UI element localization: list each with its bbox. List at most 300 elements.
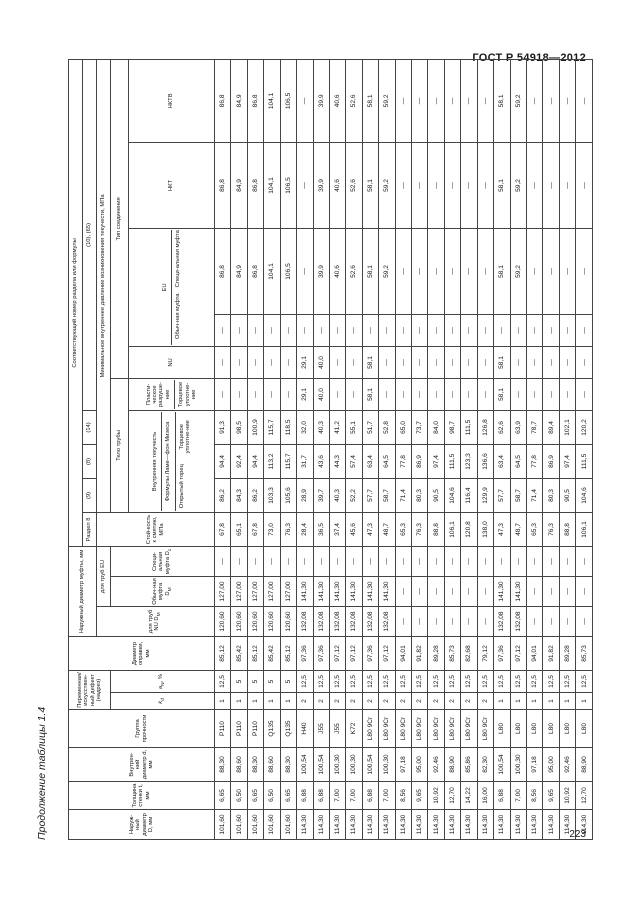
table-cell: Q135	[264, 710, 280, 748]
table-cell: 88,8	[559, 512, 575, 546]
table-cell: 136,6	[477, 444, 493, 478]
table-cell: —	[510, 314, 526, 346]
table-cell: 1	[494, 693, 510, 710]
table-cell: 92,46	[428, 748, 444, 782]
table-cell: 12,5	[543, 670, 559, 692]
table-cell: 114,30	[494, 810, 510, 840]
table-cell: 65,1	[231, 512, 247, 546]
table-cell: —	[412, 314, 428, 346]
table-cell: 71,4	[527, 478, 543, 512]
table-cell: 6,88	[494, 782, 510, 810]
table-cell: 58,1	[494, 378, 510, 410]
table-cell: 6,65	[215, 782, 231, 810]
table-row	[264, 59, 280, 839]
table-cell: Q135	[280, 710, 296, 748]
table-cell: —	[444, 346, 460, 378]
table-cell: —	[428, 576, 444, 606]
table-cell: 141,30	[362, 576, 378, 606]
table-cell: 55,1	[346, 410, 362, 444]
table-cell: —	[559, 378, 575, 410]
hdr-a: $a_N$, %	[111, 670, 215, 692]
table-cell: P110	[215, 710, 231, 748]
table-cell: —	[477, 59, 493, 142]
table-cell: 67,8	[247, 512, 263, 546]
table-cell: —	[559, 346, 575, 378]
table-cell: 57,4	[346, 444, 362, 478]
table-cell: —	[247, 346, 263, 378]
table-cell: 7,00	[329, 782, 345, 810]
table-cell: L80	[543, 710, 559, 748]
table-cell: —	[527, 228, 543, 314]
table-cell: 43,6	[313, 444, 329, 478]
table-cell: —	[559, 228, 575, 314]
table-cell: 1	[231, 693, 247, 710]
table-cell: 127,00	[215, 576, 231, 606]
table-cell: —	[412, 576, 428, 606]
table-cell: 73,7	[412, 410, 428, 444]
table-cell: 120,60	[264, 606, 280, 636]
table-cell: 58,1	[494, 228, 510, 314]
table-cell: —	[444, 606, 460, 636]
table-cell: K72	[346, 710, 362, 748]
table-cell: 6,50	[231, 782, 247, 810]
table-cell: J55	[313, 710, 329, 748]
table-cell: 89,4	[543, 410, 559, 444]
table-cell: —	[379, 346, 395, 378]
table-cell: L80	[559, 710, 575, 748]
table-cell: 88,30	[247, 748, 263, 782]
table-cell: 92,4	[231, 444, 247, 478]
table-cell: 89,28	[559, 636, 575, 670]
table-cell: 48,7	[510, 512, 526, 546]
table-cell: 92,46	[559, 748, 575, 782]
table-cell: —	[247, 378, 263, 410]
table-cell: 58,1	[362, 378, 378, 410]
hdr-nkt: НКТ	[129, 142, 215, 228]
table-cell: 111,5	[461, 410, 477, 444]
table-cell: —	[412, 228, 428, 314]
table-cell: 132,08	[494, 606, 510, 636]
table-cell: 88,30	[280, 748, 296, 782]
table-cell: 100,54	[313, 748, 329, 782]
table-cell: 6,88	[313, 782, 329, 810]
table-cell: 58,1	[362, 346, 378, 378]
table-cell: 97,4	[559, 444, 575, 478]
table-row	[494, 59, 510, 839]
table-cell: 132,08	[313, 606, 329, 636]
table-cell: 132,08	[329, 606, 345, 636]
table-cell: 88,30	[215, 748, 231, 782]
table-cell: —	[428, 546, 444, 576]
table-cell: —	[510, 378, 526, 410]
table-cell: 47,3	[494, 512, 510, 546]
table-cell: 97,36	[494, 636, 510, 670]
table-cell: 132,08	[346, 606, 362, 636]
table-cell: 86,2	[247, 478, 263, 512]
table-cell: 58,1	[494, 142, 510, 228]
table-cell: —	[379, 314, 395, 346]
table-cell: —	[395, 142, 411, 228]
table-cell: —	[576, 228, 593, 314]
table-cell: —	[461, 576, 477, 606]
table-cell: 1	[576, 693, 593, 710]
table-cell: 39,7	[313, 478, 329, 512]
table-cell: 5	[231, 670, 247, 692]
table-cell: —	[543, 546, 559, 576]
hdr-eu-conn-regular: Обыч-ная муфта	[175, 293, 181, 339]
hdr-conn-type: Тип соединения	[111, 59, 129, 378]
hdr-closed-end: Торцевое уплотне-ние	[178, 420, 191, 454]
table-cell: 1	[280, 693, 296, 710]
table-cell: —	[576, 314, 593, 346]
table-cell: —	[559, 546, 575, 576]
table-cell: 39,9	[313, 142, 329, 228]
table-cell: —	[313, 546, 329, 576]
standard-code: ГОСТ Р 54918—2012	[472, 52, 586, 64]
table-cell: —	[215, 346, 231, 378]
table-cell: —	[346, 346, 362, 378]
table-cell: 7,00	[379, 782, 395, 810]
table-cell: 89,28	[428, 636, 444, 670]
table-cell: —	[379, 378, 395, 410]
table-cell: 12,5	[395, 670, 411, 692]
table-row	[461, 59, 477, 839]
table-row	[510, 59, 526, 839]
table-cell: 95,00	[412, 748, 428, 782]
table-cell: 94,01	[395, 636, 411, 670]
table-cell: —	[395, 606, 411, 636]
table-row	[477, 59, 493, 839]
table-cell: —	[280, 546, 296, 576]
table-cell: 5	[280, 670, 296, 692]
table-cell: 106,5	[280, 59, 296, 142]
hdr-open-end: Открытый торец	[178, 464, 185, 509]
table-row	[395, 59, 411, 839]
table-cell: —	[494, 546, 510, 576]
table-cell: —	[527, 576, 543, 606]
table-row	[559, 59, 575, 839]
table-cell: 2	[313, 693, 329, 710]
table-cell: 59,2	[510, 59, 526, 142]
table-cell: 97,18	[395, 748, 411, 782]
hdr-yield-sub	[175, 412, 192, 511]
table-cell: —	[346, 378, 362, 410]
table-cell: —	[576, 59, 593, 142]
table-cell: 57,7	[494, 478, 510, 512]
table-cell: 115,7	[280, 444, 296, 478]
table-cell: —	[346, 546, 362, 576]
table-cell: 28,4	[297, 512, 313, 546]
table-cell: L80 9Cr	[395, 710, 411, 748]
table-cell: —	[329, 546, 345, 576]
table-cell: —	[247, 546, 263, 576]
table-cell: 12,5	[527, 670, 543, 692]
table-cell: 58,1	[362, 228, 378, 314]
table-cell: 114,30	[313, 810, 329, 840]
table-cell: 98,5	[231, 410, 247, 444]
table-cell: —	[559, 606, 575, 636]
table-cell: 5	[264, 670, 280, 692]
table-cell: 94,4	[215, 444, 231, 478]
table-cell: 103,3	[264, 478, 280, 512]
table-cell: 12,5	[297, 670, 313, 692]
table-cell: 1	[247, 693, 263, 710]
table-cell: 85,12	[280, 636, 296, 670]
table-cell: 12,5	[379, 670, 395, 692]
table-cell: 12,5	[494, 670, 510, 692]
table-cell: —	[527, 142, 543, 228]
table-cell: —	[543, 346, 559, 378]
table-cell: —	[231, 346, 247, 378]
table-cell: —	[329, 346, 345, 378]
table-cell: 118,5	[280, 410, 296, 444]
table-cell: 114,30	[395, 810, 411, 840]
table-cell: 51,7	[362, 410, 378, 444]
table-row	[346, 59, 362, 839]
table-cell: 141,30	[329, 576, 345, 606]
hdr-k: $k_d$	[111, 693, 215, 710]
table-cell: 100,54	[362, 748, 378, 782]
table-cell: 85,42	[264, 636, 280, 670]
table-cell: 111,5	[576, 444, 593, 478]
hdr-eu-special: Специ-альная муфта $D_c$	[111, 546, 215, 576]
table-cell: 126,8	[477, 410, 493, 444]
table-cell: —	[428, 346, 444, 378]
table-cell: —	[297, 228, 313, 314]
table-cell: —	[494, 314, 510, 346]
table-cell: 12,5	[412, 670, 428, 692]
table-row	[527, 59, 543, 839]
hdr-nu: для труб NU $D_M$	[97, 606, 215, 636]
table-cell: L80 9Cr	[428, 710, 444, 748]
table-cell: 45,6	[346, 512, 362, 546]
table-cell: 97,12	[379, 636, 395, 670]
table-cell: —	[412, 142, 428, 228]
table-cell: 12,5	[461, 670, 477, 692]
table-cell: P110	[231, 710, 247, 748]
table-cell: 114,30	[461, 810, 477, 840]
table-cell: —	[527, 606, 543, 636]
hdr-nktv: НКТВ	[129, 59, 215, 142]
table-cell: —	[444, 546, 460, 576]
table-cell: —	[527, 546, 543, 576]
table-cell: 59,2	[510, 228, 526, 314]
table-cell: —	[297, 314, 313, 346]
data-table-rotated	[68, 80, 593, 840]
table-cell: 47,3	[362, 512, 378, 546]
table-cell: —	[559, 314, 575, 346]
table-cell: 114,30	[576, 810, 593, 840]
table-cell: L80 9Cr	[477, 710, 493, 748]
table-cell: 97,12	[510, 636, 526, 670]
table-cell: 14,22	[461, 782, 477, 810]
table-cell: 1	[527, 693, 543, 710]
table-cell: 100,30	[510, 748, 526, 782]
table-cell: 78,7	[527, 410, 543, 444]
table-cell: —	[280, 378, 296, 410]
table-cell: 86,9	[412, 444, 428, 478]
table-cell: 120,8	[461, 512, 477, 546]
hdr-yield-inner-label: Внутренняя текучесть	[151, 431, 158, 492]
table-cell: 101,60	[280, 810, 296, 840]
table-cell: 104,1	[264, 59, 280, 142]
table-cell: 141,30	[346, 576, 362, 606]
table-cell: —	[215, 378, 231, 410]
table-cell: 1	[264, 693, 280, 710]
hdr-test-pressure: Стой-кость к смятию, МПа	[97, 512, 215, 546]
table-cell: 91,3	[215, 410, 231, 444]
table-cell: 40,0	[313, 346, 329, 378]
table-cell: 65,3	[395, 512, 411, 546]
table-row	[231, 59, 247, 839]
table-cell: —	[264, 546, 280, 576]
table-cell: 6,50	[264, 782, 280, 810]
table-cell: 132,08	[510, 606, 526, 636]
hdr-group: Группа прочности	[69, 710, 215, 748]
table-cell: 88,8	[428, 512, 444, 546]
table-cell: 2	[346, 693, 362, 710]
table-cell: —	[444, 576, 460, 606]
table-cell: 101,60	[264, 810, 280, 840]
table-cell: 86,8	[215, 59, 231, 142]
table-cell: 39,9	[313, 59, 329, 142]
table-cell: 52,6	[346, 228, 362, 314]
table-cell: 85,73	[444, 636, 460, 670]
table-cell: 59,2	[510, 142, 526, 228]
table-cell: —	[576, 606, 593, 636]
table-cell: —	[412, 59, 428, 142]
table-cell: 127,00	[264, 576, 280, 606]
table-cell: 36,5	[313, 512, 329, 546]
table-cell: 65,0	[395, 410, 411, 444]
table-cell: 80,3	[412, 478, 428, 512]
table-cell: 52,8	[379, 410, 395, 444]
table-cell: —	[362, 314, 378, 346]
table-cell: 97,12	[346, 636, 362, 670]
table-cell: 94,01	[527, 636, 543, 670]
table-cell: —	[576, 346, 593, 378]
table-cell: 2	[329, 693, 345, 710]
table-row	[444, 59, 460, 839]
table-caption: Продолжение таблицы 1.4	[36, 706, 48, 840]
table-cell: 40,0	[313, 378, 329, 410]
table-cell: —	[461, 314, 477, 346]
table-cell: 104,6	[576, 478, 593, 512]
table-cell: 1	[543, 693, 559, 710]
table-cell: 40,3	[313, 410, 329, 444]
hdr-variable: Переменная/ искусствен-ный дефект (надрез)	[69, 670, 111, 709]
table-cell: 106,5	[280, 228, 296, 314]
table-cell: —	[559, 576, 575, 606]
table-cell: 97,4	[428, 444, 444, 478]
table-cell: —	[576, 378, 593, 410]
table-row	[329, 59, 345, 839]
table-cell: 100,30	[379, 748, 395, 782]
table-cell: 97,36	[362, 636, 378, 670]
table-cell: P110	[247, 710, 263, 748]
table-cell: L80	[527, 710, 543, 748]
table-row	[280, 59, 296, 839]
table-cell: 12,5	[362, 670, 378, 692]
table-cell: 113,2	[264, 444, 280, 478]
table-cell: 58,1	[494, 346, 510, 378]
table-row	[543, 59, 559, 839]
table-cell: 2	[362, 693, 378, 710]
table-cell: 59,2	[379, 142, 395, 228]
table-cell: 101,60	[231, 810, 247, 840]
table-cell: 86,8	[247, 59, 263, 142]
table-cell: L80	[494, 710, 510, 748]
table-cell: 98,7	[444, 410, 460, 444]
table-cell: —	[297, 546, 313, 576]
table-cell: 12,5	[510, 670, 526, 692]
table-cell: 63,9	[510, 410, 526, 444]
table-cell: 102,1	[559, 410, 575, 444]
table-cell: 97,36	[313, 636, 329, 670]
table-cell: 85,12	[215, 636, 231, 670]
table-cell: 106,5	[280, 142, 296, 228]
table-cell: —	[395, 546, 411, 576]
table-cell: —	[428, 314, 444, 346]
table-cell: 52,6	[346, 59, 362, 142]
table-cell: 58,1	[362, 142, 378, 228]
hdr-mandrel: Диаметр оправки, мм	[69, 636, 215, 670]
hdr-nu-conn: NU	[129, 346, 215, 378]
table-cell: —	[362, 546, 378, 576]
table-cell: 120,2	[576, 410, 593, 444]
table-cell: 86,8	[247, 142, 263, 228]
table-cell: 1	[559, 693, 575, 710]
table-cell: —	[395, 346, 411, 378]
table-cell: 84,9	[231, 59, 247, 142]
table-cell: —	[477, 576, 493, 606]
hdr-eu-conn	[129, 228, 215, 346]
table-cell: 100,54	[297, 748, 313, 782]
table-cell: 111,5	[444, 444, 460, 478]
table-cell: 62,6	[494, 410, 510, 444]
table-cell: 116,4	[461, 478, 477, 512]
table-cell: 95,00	[543, 748, 559, 782]
table-cell: —	[527, 346, 543, 378]
table-cell: —	[247, 314, 263, 346]
table-cell: 101,60	[215, 810, 231, 840]
hdr-f14: (14)	[83, 410, 97, 444]
table-cell: —	[444, 228, 460, 314]
hdr-plastic-label: Пласти-ческое разруше-ние	[145, 382, 171, 407]
table-cell: 90,5	[428, 478, 444, 512]
table-cell: 7,00	[346, 782, 362, 810]
table-cell: —	[543, 576, 559, 606]
table-cell: 12,70	[444, 782, 460, 810]
table-cell: 114,30	[444, 810, 460, 840]
table-cell: 114,30	[379, 810, 395, 840]
table-row	[428, 59, 444, 839]
table-cell: 29,1	[297, 378, 313, 410]
table-cell: 84,9	[231, 228, 247, 314]
data-table	[68, 59, 593, 840]
table-cell: —	[444, 59, 460, 142]
table-cell: 132,08	[379, 606, 395, 636]
table-cell: 63,4	[362, 444, 378, 478]
table-cell: J55	[329, 710, 345, 748]
table-cell: —	[477, 228, 493, 314]
table-cell: 114,30	[428, 810, 444, 840]
table-cell: —	[510, 346, 526, 378]
table-cell: 73,0	[264, 512, 280, 546]
table-cell: 52,6	[346, 142, 362, 228]
hdr-eu-conn-label: EU	[161, 283, 168, 292]
table-cell: 88,90	[444, 748, 460, 782]
